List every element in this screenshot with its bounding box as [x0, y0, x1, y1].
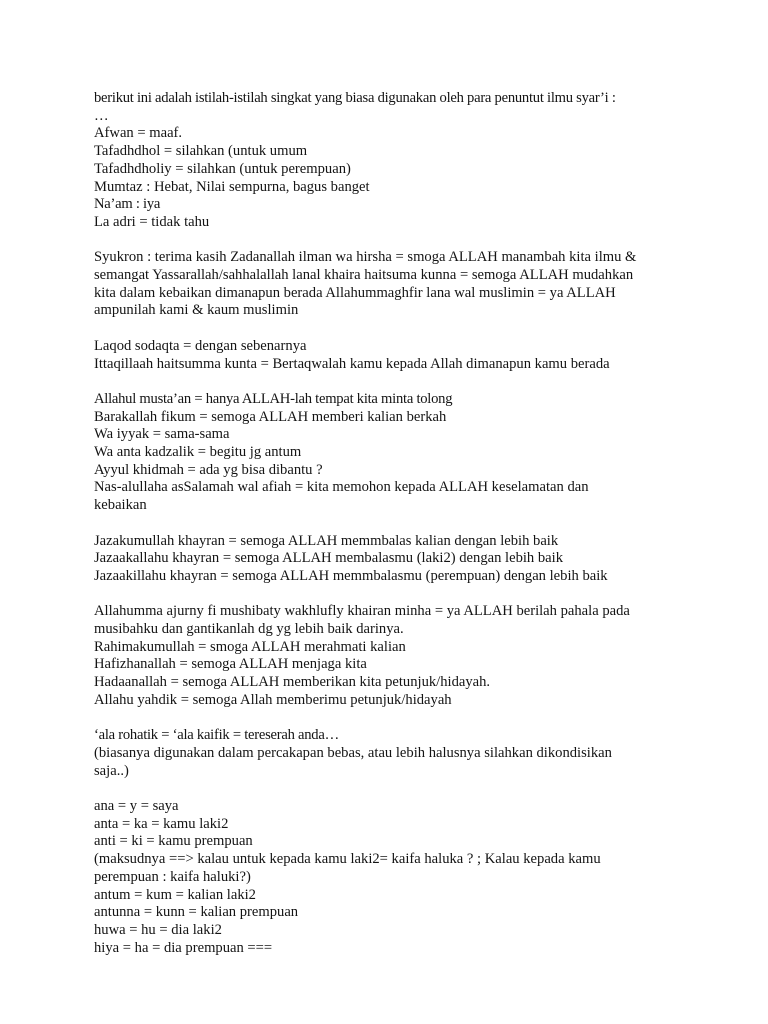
blank-line: [94, 710, 684, 728]
blank-line: [94, 515, 684, 533]
text-line: antunna = kunn = kalian prempuan: [94, 904, 299, 921]
text-line: Hadaanallah = semoga ALLAH memberikan kita petunjuk/hidayah.: [94, 674, 491, 691]
text-line: (biasanya digunakan dalam percakapan bebas, atau lebih halusnya silahkan dikondisikan: [94, 744, 612, 761]
text-line: saja..): [94, 762, 129, 779]
text-line: Barakallah fikum = semoga ALLAH memberi kalian berkah: [94, 408, 447, 425]
blank-line: [94, 232, 684, 250]
text-line: Allahul musta’an = hanya ALLAH-lah tempat kita minta tolong: [94, 390, 453, 407]
text-line: (maksudnya ==> kalau untuk kepada kamu laki2= kaifa haluka ? ; Kalau kepada kamu: [94, 851, 601, 868]
blank-line: [94, 780, 684, 798]
text-line: La adri = tidak tahu: [94, 213, 210, 230]
text-line: semangat Yassarallah/sahhalallah lanal khaira haitsuma kunna = semoga ALLAH mudahkan: [94, 267, 634, 284]
text-line: Jazaakallahu khayran = semoga ALLAH membalasmu (laki2) dengan lebih baik: [94, 550, 563, 567]
text-line: Mumtaz : Hebat, Nilai sempurna, bagus banget: [94, 178, 370, 195]
text-line: Ayyul khidmah = ada yg bisa dibantu ?: [94, 461, 323, 478]
text-line: Ittaqillaah haitsumma kunta = Bertaqwalah kamu kepada Allah dimanapun kamu berada: [94, 355, 610, 372]
text-line: anti = ki = kamu prempuan: [94, 833, 253, 850]
text-line: Rahimakumullah = smoga ALLAH merahmati kalian: [94, 638, 406, 655]
text-line: hiya = ha = dia prempuan ===: [94, 939, 273, 956]
text-line: Allahu yahdik = semoga Allah memberimu petunjuk/hidayah: [94, 691, 452, 708]
text-line: ampunilah kami & kaum muslimin: [94, 302, 299, 319]
text-line: Laqod sodaqta = dengan sebenarnya: [94, 337, 307, 354]
text-line: Tafadhdhol = silahkan (untuk umum: [94, 143, 308, 160]
document-page: [94, 90, 684, 957]
text-line: Syukron : terima kasih Zadanallah ilman wa hirsha = smoga ALLAH manambah kita ilmu &: [94, 249, 637, 266]
text-line: …: [94, 107, 109, 124]
text-line: Na’am : iya: [94, 196, 161, 213]
text-line: Wa iyyak = sama-sama: [94, 426, 230, 443]
text-line: huwa = hu = dia laki2: [94, 921, 222, 938]
text-line: Allahumma ajurny fi mushibaty wakhlufly khairan minha = ya ALLAH berilah pahala pada: [94, 603, 630, 620]
text-line: perempuan : kaifa haluki?): [94, 868, 251, 885]
text-line: ana = y = saya: [94, 798, 179, 815]
text-line: Nas-alullaha asSalamah wal afiah = kita memohon kepada ALLAH keselamatan dan: [94, 479, 589, 496]
text-line: Tafadhdholiy = silahkan (untuk perempuan): [94, 160, 351, 177]
text-line: anta = ka = kamu laki2: [94, 815, 229, 832]
blank-line: [94, 373, 684, 391]
text-line: berikut ini adalah istilah-istilah singkat yang biasa digunakan oleh para penuntut ilmu syar’i :: [94, 90, 616, 106]
blank-line: [94, 586, 684, 604]
blank-line: [94, 320, 684, 338]
text-line: kita dalam kebaikan dimanapun berada Allahummaghfir lana wal muslimin = ya ALLAH: [94, 284, 616, 301]
text-line: Hafizhanallah = semoga ALLAH menjaga kita: [94, 656, 367, 673]
text-line: Afwan = maaf.: [94, 125, 183, 142]
text-line: Jazaakillahu khayran = semoga ALLAH memmbalasmu (perempuan) dengan lebih baik: [94, 567, 608, 584]
text-line: Jazakumullah khayran = semoga ALLAH memmbalas kalian dengan lebih baik: [94, 532, 559, 549]
text-line: Wa anta kadzalik = begitu jg antum: [94, 444, 302, 461]
text-line: musibahku dan gantikanlah dg yg lebih baik darinya.: [94, 621, 404, 638]
text-line: ‘ala rohatik = ‘ala kaifik = tereserah anda…: [94, 727, 339, 744]
text-line: kebaikan: [94, 497, 147, 514]
text-line: antum = kum = kalian laki2: [94, 886, 256, 903]
